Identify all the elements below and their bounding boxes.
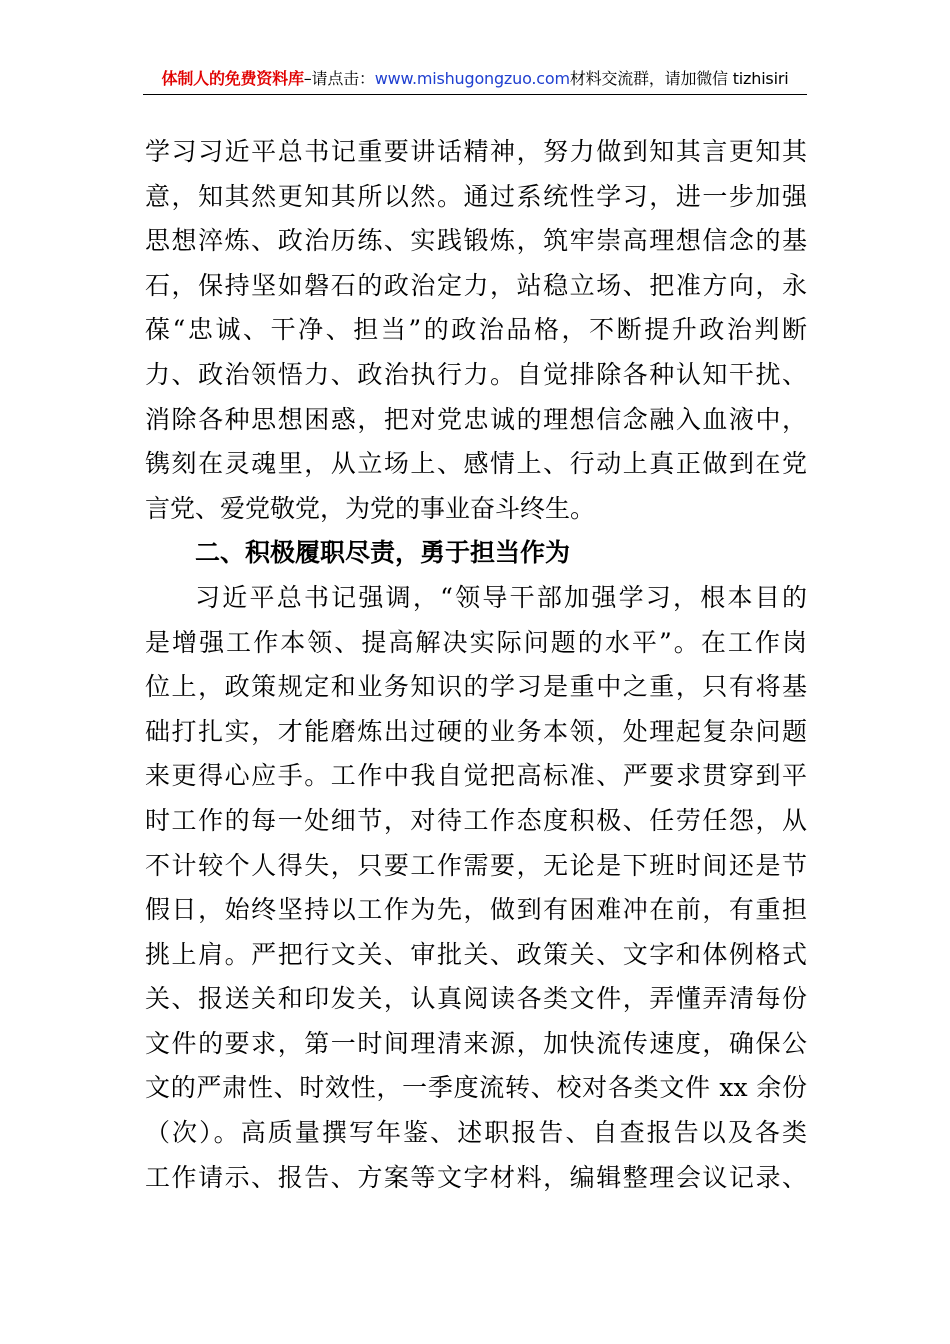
section-heading: 二、积极履职尽责，勇于担当作为: [195, 538, 571, 568]
text-line: 不计较个人得失，只要工作需要，无论是下班时间还是节: [145, 850, 807, 880]
text-line: 言党、爱党敬党，为党的事业奋斗终生。: [145, 493, 596, 523]
text-line: 习近平总书记强调，“领导干部加强学习，根本目的: [195, 582, 807, 612]
header-link[interactable]: www.mishugongzuo.com: [374, 69, 570, 88]
text-line: 础打扎实，才能磨炼出过硬的业务本领，处理起复杂问题: [145, 716, 807, 746]
text-line: 思想淬炼、政治历练、实践锻炼，筑牢崇高理想信念的基: [145, 226, 807, 256]
header-prompt: –请点击：: [303, 69, 375, 88]
text-line: 位上，政策规定和业务知识的学习是重中之重，只有将基: [145, 672, 807, 702]
text-line: 工作请示、报告、方案等文字材料，编辑整理会议记录、: [145, 1162, 807, 1192]
paragraph-1: [145, 130, 807, 531]
text-line: 学习习近平总书记重要讲话精神，努力做到知其言更知其: [145, 137, 807, 166]
text-line: 文件的要求，第一时间理清来源，加快流传速度，确保公: [145, 1028, 807, 1058]
text-line: 文的严肃性、时效性，一季度流转、校对各类文件 xx 余份: [145, 1073, 807, 1103]
text-line: 葆“忠诚、干净、担当”的政治品格，不断提升政治判断: [145, 315, 807, 345]
text-line: 挑上肩。严把行文关、审批关、政策关、文字和体例格式: [145, 939, 807, 969]
header-note: 材料交流群，请加微信 tizhisiri: [569, 69, 789, 88]
text-line: 意，知其然更知其所以然。通过系统性学习，进一步加强: [145, 181, 807, 211]
text-line: 消除各种思想困惑，把对党忠诚的理想信念融入血液中，: [145, 404, 807, 434]
page-header: [143, 66, 807, 95]
text-line: 石，保持坚如磐石的政治定力，站稳立场、把准方向，永: [145, 270, 807, 300]
text-line: 关、报送关和印发关，认真阅读各类文件，弄懂弄清每份: [145, 984, 807, 1014]
document-body: [145, 130, 807, 1200]
text-line: 力、政治领悟力、政治执行力。自觉排除各种认知干扰、: [145, 359, 807, 389]
text-line: 是增强工作本领、提高解决实际问题的水平”。在工作岗: [145, 627, 807, 657]
text-line: 时工作的每一处细节，对待工作态度积极、任劳任怨，从: [145, 805, 807, 835]
text-line: 来更得心应手。工作中我自觉把高标准、严要求贯穿到平: [145, 761, 807, 791]
paragraph-2: [145, 576, 807, 1200]
text-line: 假日，始终坚持以工作为先，做到有困难冲在前，有重担: [145, 895, 807, 925]
text-line: （次）。高质量撰写年鉴、述职报告、自查报告以及各类: [145, 1118, 807, 1148]
text-line: 镌刻在灵魂里，从立场上、感情上、行动上真正做到在党: [145, 449, 807, 479]
header-brand: 体制人的免费资料库: [161, 69, 304, 88]
